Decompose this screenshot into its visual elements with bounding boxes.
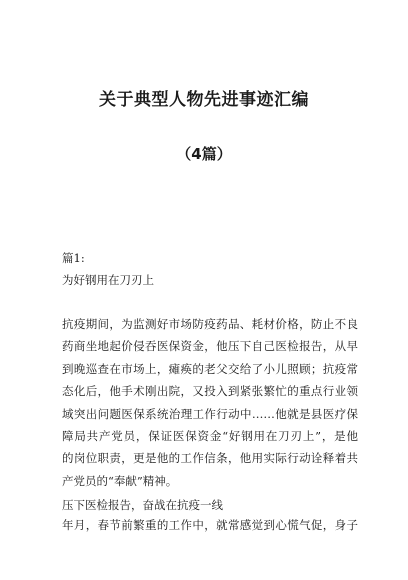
document-subtitle: （4篇） [176, 145, 232, 163]
paragraph-line: 年月，春节前繁重的工作中，就常感觉到心慌气促，身子 [62, 518, 358, 532]
section-label: 篇1: [62, 251, 85, 265]
paragraph-2 [62, 514, 358, 536]
subheading-2: 压下医检报告，奋战在抗疫一线 [62, 498, 223, 512]
section-heading: 为好钢用在刀刃上 [62, 273, 154, 287]
paragraph-line: 态化后，他手术刚出院，又投入到紧张繁忙的重点行业领 [62, 384, 358, 399]
paragraph-line: 障局共产党员，保证医保资金“好钢用在刀刃上”，是他 [62, 428, 358, 443]
paragraph-line: 药商坐地起价侵吞医保资金，他压下自己医检报告，从早 [62, 339, 358, 354]
paragraph-1 [62, 313, 358, 492]
document-title: 关于典型人物先进事迹汇编 [99, 90, 309, 110]
paragraph-line: 的岗位职责，更是他的工作信条，他用实际行动诠释着共 [62, 451, 358, 466]
paragraph-line: 到晚巡查在市场上，瘫痪的老父交给了小儿照顾；抗疫常 [62, 361, 358, 376]
paragraph-line: 抗疫期间，为监测好市场防疫药品、耗材价格，防止不良 [62, 317, 358, 331]
paragraph-line: 产党员的“奉献”精神。 [62, 473, 178, 488]
paragraph-line: 域突出问题医保系统治理工作行动中……他就是县医疗保 [62, 406, 358, 421]
